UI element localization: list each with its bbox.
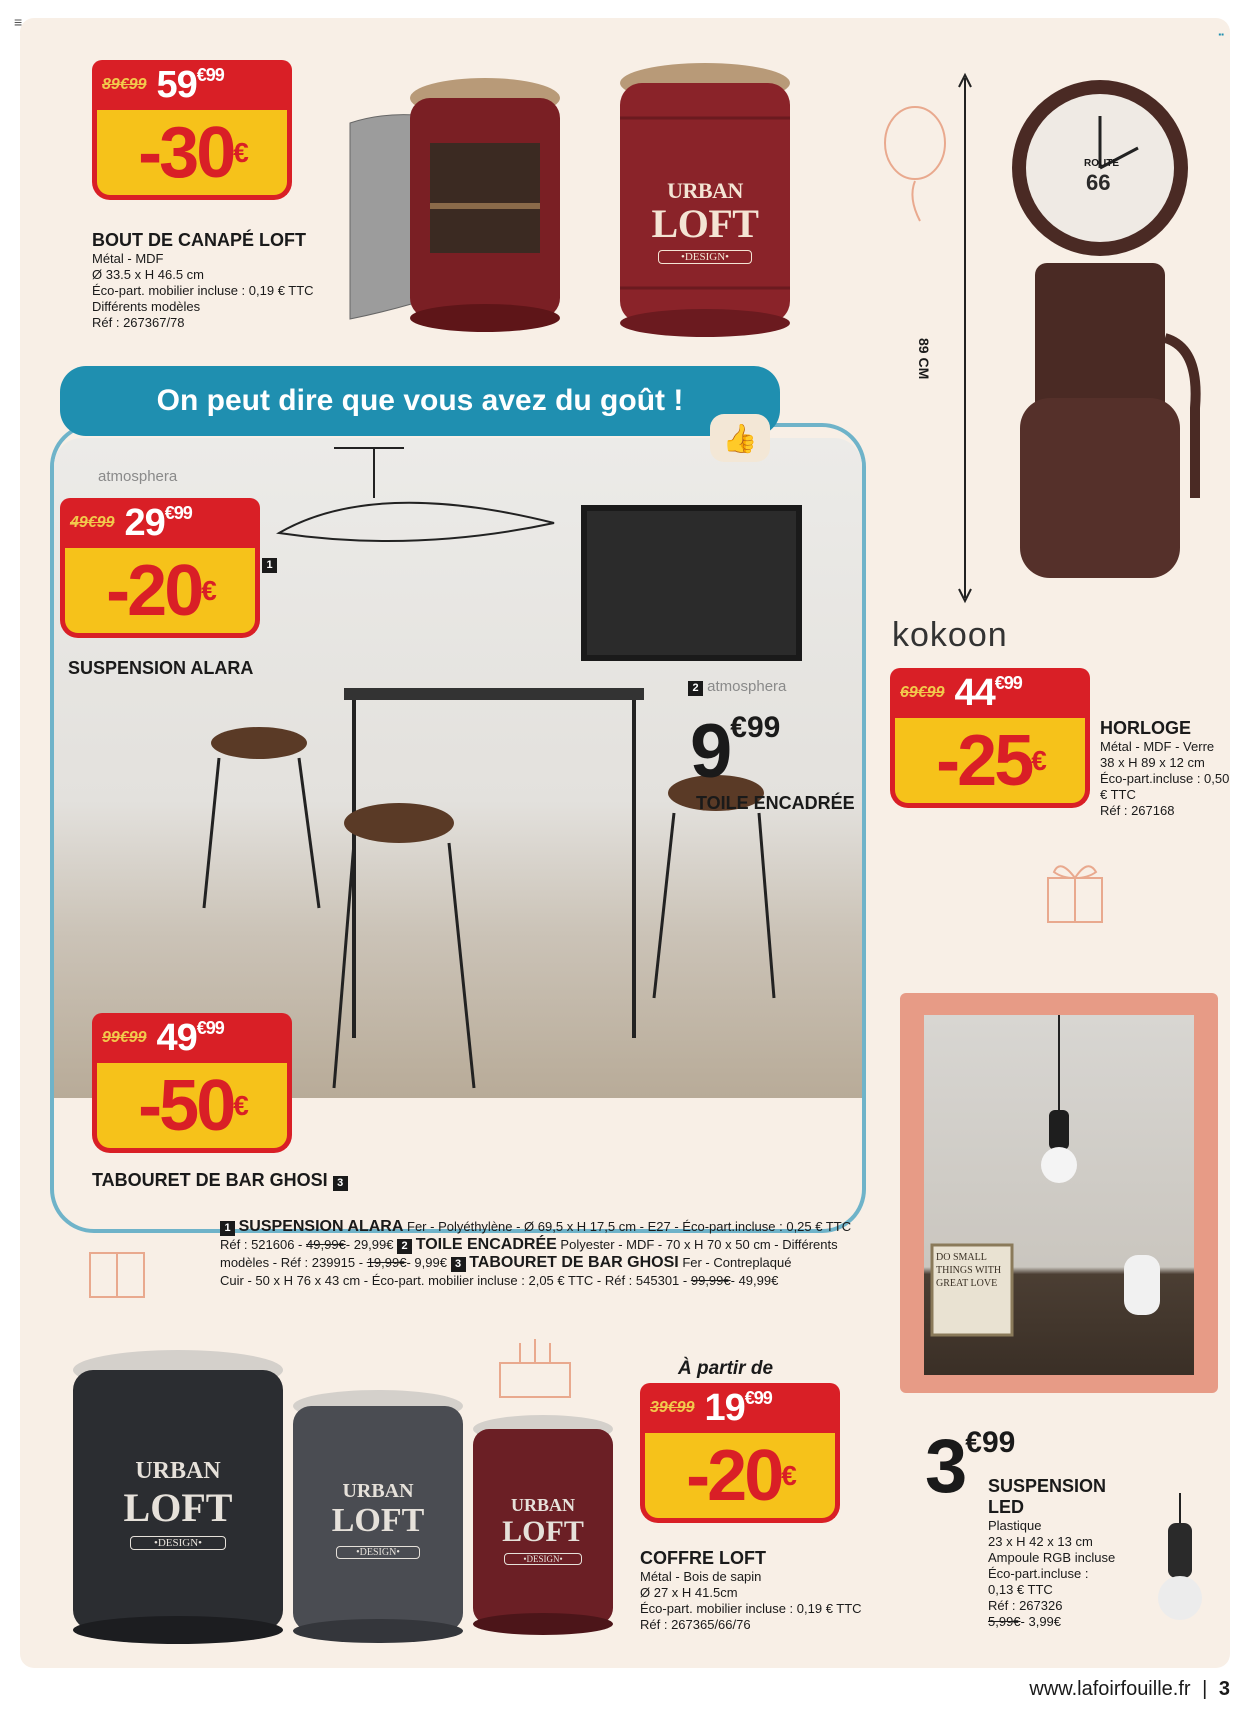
- product-image-cabinet-closed: [610, 58, 800, 338]
- can-label-design: •DESIGN•: [504, 1553, 582, 1565]
- brand-atmosphera-2: 2 atmosphera: [688, 678, 786, 696]
- menu-icon[interactable]: ≡: [14, 14, 23, 30]
- can-label-loft: LOFT: [651, 201, 759, 246]
- old-price: 69€99: [900, 684, 945, 701]
- old-price: 49€99: [70, 514, 115, 531]
- can-label-urban: URBAN: [135, 1458, 221, 1484]
- can-label-urban: URBAN: [667, 178, 743, 203]
- page-number: 3: [1218, 1678, 1230, 1700]
- discount-badge: -30 €: [92, 110, 292, 200]
- clock-route-label: ROUTE: [1084, 158, 1119, 169]
- gift-icon: [1040, 848, 1110, 933]
- can-label-loft: LOFT: [502, 1515, 584, 1548]
- led-photo: [924, 1015, 1194, 1375]
- can-label-loft: LOFT: [123, 1485, 233, 1530]
- price-tag-coffre: [640, 1383, 840, 1523]
- new-price: $49^{€99}$: [156, 1016, 224, 1059]
- product-line: Réf : 267365/66/76: [640, 1617, 751, 1632]
- can-label-design: •DESIGN•: [336, 1546, 420, 1559]
- price-tag-bout-canape: [92, 60, 292, 200]
- website-link[interactable]: www.lafoirfouille.fr: [1029, 1678, 1191, 1700]
- can-label-design: •DESIGN•: [130, 1536, 226, 1550]
- new-price: $44^{€99}$: [954, 671, 1022, 714]
- page-footer: [1029, 1678, 1230, 1701]
- product-line: Éco-part. mobilier incluse : 0,19 € TTC: [640, 1601, 862, 1616]
- product-line: Éco-part. mobilier incluse : 0,19 € TTC: [92, 283, 314, 298]
- product-line: Ampoule RGB incluse: [988, 1550, 1116, 1565]
- product-image-coffre-large: [68, 1348, 288, 1648]
- brand-kokoon: kokoon: [892, 616, 1008, 654]
- discount-badge: -20 €: [60, 548, 260, 638]
- product-line: Plastique: [988, 1518, 1042, 1533]
- balloon-icon: [870, 103, 960, 228]
- product-info-suspension-led: [988, 1476, 1138, 1630]
- brand-atmosphera-1: atmosphera: [98, 468, 178, 485]
- product-line: Métal - MDF: [92, 251, 164, 266]
- item-number-badge: 1: [262, 558, 277, 573]
- product-title-toile: TOILE ENCADRÉE: [696, 793, 855, 813]
- can-label-loft: LOFT: [331, 1502, 425, 1539]
- product-title: COFFRE LOFT: [640, 1548, 766, 1568]
- product-line: 0,13 € TTC: [988, 1582, 1053, 1597]
- led-photo-frame: [900, 993, 1218, 1393]
- product-title-suspension-alara: SUSPENSION ALARA: [68, 658, 254, 678]
- led-bulb-image: [1150, 1493, 1210, 1638]
- price-tag-suspension-alara: [60, 498, 260, 638]
- height-arrow: [957, 73, 973, 603]
- price-toile: $9^{€99}$: [690, 709, 781, 794]
- product-line: Réf : 267326: [988, 1598, 1063, 1613]
- thumbs-up-icon: 👍: [710, 414, 770, 462]
- can-label-urban: URBAN: [342, 1480, 414, 1502]
- product-line: Ø 33.5 x H 46.5 cm: [92, 267, 204, 282]
- can-label-design: •DESIGN•: [658, 250, 752, 264]
- flyer-page: [14, 14, 1230, 1668]
- can-label-urban: URBAN: [510, 1495, 575, 1515]
- price-tag-tabouret: [92, 1013, 292, 1153]
- product-image-coffre-medium: [288, 1388, 468, 1648]
- product-info-horloge: [1100, 718, 1230, 819]
- old-price: 89€99: [102, 76, 147, 93]
- gift-icon: [82, 1223, 152, 1308]
- product-line: 23 x H 42 x 13 cm: [988, 1534, 1093, 1549]
- old-price: 99€99: [102, 1029, 147, 1046]
- reference-price: 5,99€- 3,99€: [988, 1614, 1062, 1629]
- new-price: $59^{€99}$: [156, 63, 224, 106]
- product-line: Métal - MDF - Verre: [1100, 739, 1215, 754]
- corner-mark: ▪▪: [1218, 30, 1224, 39]
- product-info-bout-canape: [92, 230, 352, 331]
- product-line: Éco-part.incluse :: [988, 1566, 1089, 1581]
- product-image-cabinet-open: [340, 63, 570, 333]
- price-prefix-coffre: À partir de: [678, 1358, 774, 1379]
- discount-badge: -50 €: [92, 1063, 292, 1153]
- product-title: BOUT DE CANAPÉ LOFT: [92, 230, 306, 250]
- product-image-coffre-small: [468, 1413, 618, 1643]
- cake-icon: [490, 1323, 580, 1408]
- item-number-badge: 2: [688, 681, 703, 696]
- product-line: Différents modèles: [92, 299, 201, 314]
- details-paragraph: 1 SUSPENSION ALARA Fer - Polyéthylène - Ø 69,5 x H 17,5 cm - E27 - Éco-part.incluse : 0,25 € TTC Réf : 521606 - 49,99€- 29,99€ 2 TOILE ENCADRÉE Polyester - MDF - 70 x H 70 x 50 cm - Différents modèles - Réf : 239915 - 19,99€- 9,99€ 3 TABOURET DE BAR GHOSI Fer - Contreplaqué Cuir - 50 x H 76 x 43 cm - Éco-part. mobilier incluse : 2,05 € TTC - Réf : 545301 - 99,99€- 49,99€: [220, 1218, 852, 1288]
- new-price: $29^{€99}$: [124, 501, 192, 544]
- discount-badge: -25 €: [890, 718, 1090, 808]
- product-line: Ø 27 x H 41.5cm: [640, 1585, 738, 1600]
- price-tag-horloge: [890, 668, 1090, 808]
- product-info-coffre: [640, 1548, 900, 1633]
- clock-66-label: 66: [1086, 170, 1111, 195]
- product-line: Métal - Bois de sapin: [640, 1569, 762, 1584]
- new-price: $19^{€99}$: [704, 1386, 772, 1429]
- product-title: HORLOGE: [1100, 718, 1192, 738]
- height-label: 89 CM: [916, 338, 932, 380]
- product-title: SUSPENSION LED: [988, 1476, 1107, 1517]
- price-suspension-led: $3^{€99}$: [925, 1424, 1016, 1509]
- product-line: Réf : 267168: [1100, 803, 1175, 818]
- product-image-clock: [1000, 78, 1220, 608]
- product-line: 38 x H 89 x 12 cm: [1100, 755, 1205, 770]
- product-title-tabouret: TABOURET DE BAR GHOSI 3: [92, 1170, 348, 1191]
- discount-badge: -20 €: [640, 1433, 840, 1523]
- product-line: Éco-part.incluse : 0,50: [1100, 771, 1230, 786]
- product-line: € TTC: [1100, 787, 1136, 802]
- product-line: Réf : 267367/78: [92, 315, 185, 330]
- poster-text: DO SMALL THINGS WITH GREAT LOVE: [936, 1252, 1002, 1289]
- slogan-banner: On peut dire que vous avez du goût !: [60, 366, 780, 436]
- old-price: 39€99: [650, 1399, 695, 1416]
- footer-separator: |: [1202, 1678, 1208, 1700]
